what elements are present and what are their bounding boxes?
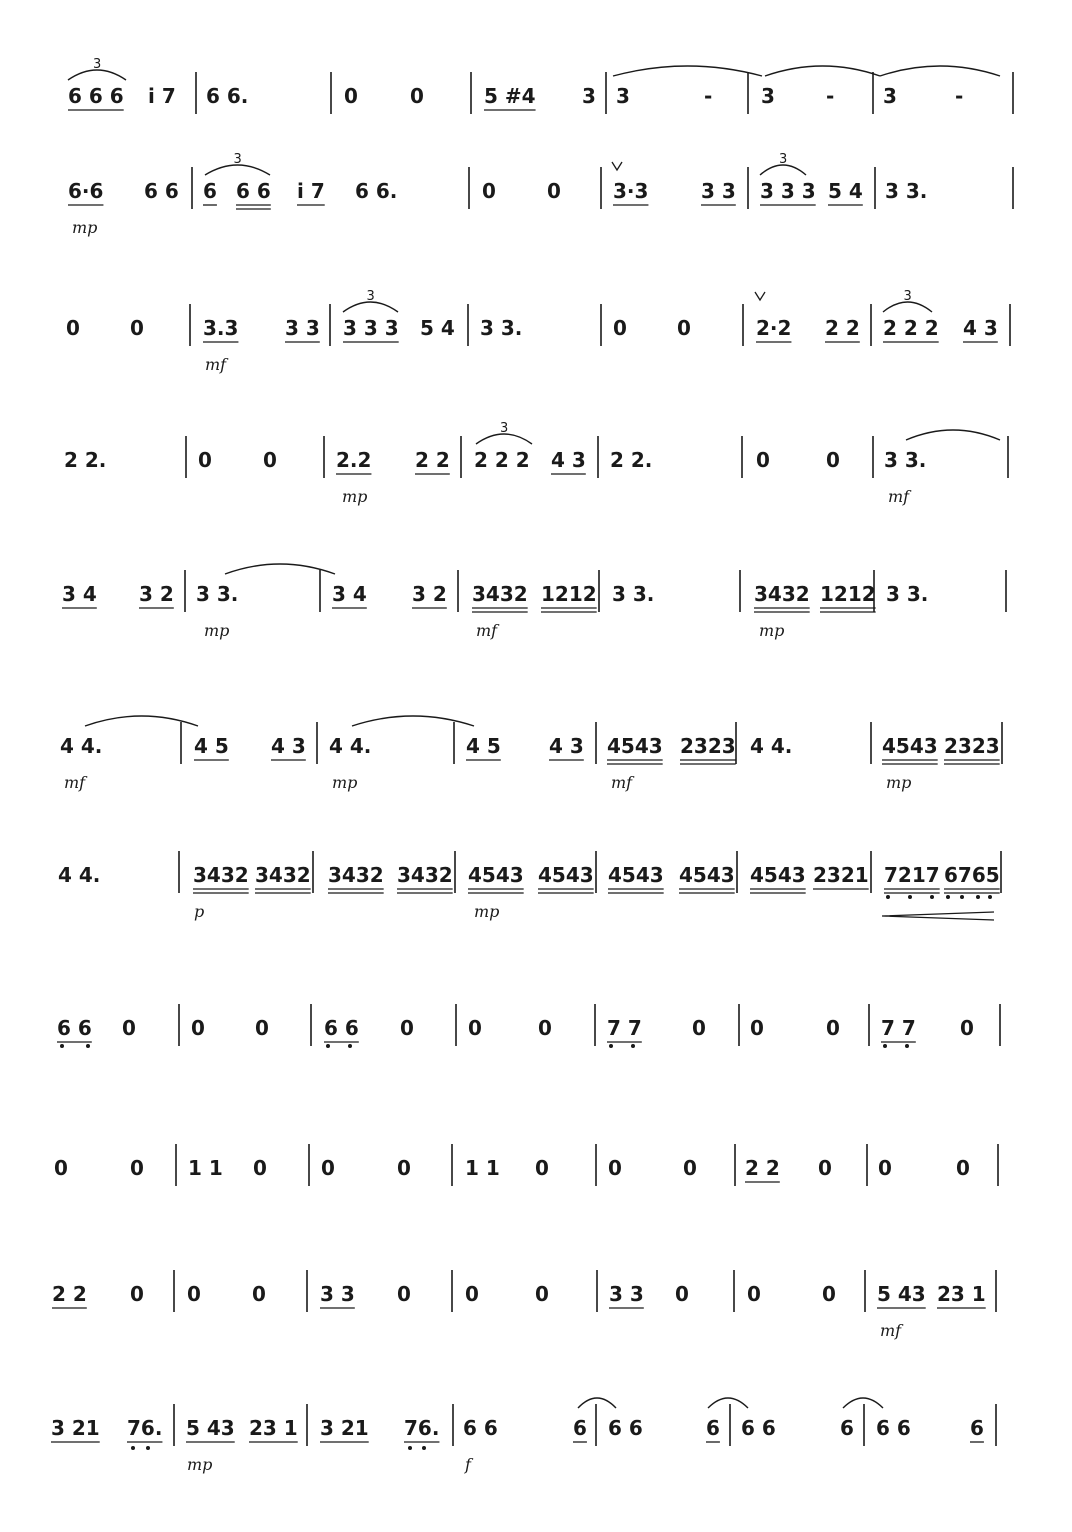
note-group: 3 3. xyxy=(196,582,239,606)
octave-dot xyxy=(408,1446,412,1450)
tie-slur xyxy=(880,66,1000,76)
octave-dot xyxy=(348,1044,352,1048)
note-group: 3 3 xyxy=(609,1282,644,1306)
dynamic-mark: f xyxy=(465,1455,471,1474)
score-row xyxy=(68,57,1013,114)
dynamic-mark: mf xyxy=(205,355,227,374)
note-group: 7217 xyxy=(884,863,940,887)
note-group: 2 2 2 xyxy=(883,316,939,340)
note-group: 0 xyxy=(122,1016,136,1040)
note-group: 4 5 xyxy=(466,734,501,758)
note-group: 3432 xyxy=(328,863,384,887)
note-group: 4543 xyxy=(468,863,524,887)
tie-slur xyxy=(225,564,335,574)
note-group: 1 1 xyxy=(188,1156,223,1180)
note-group: 0 xyxy=(263,448,277,472)
note-group: 0 xyxy=(54,1156,68,1180)
note-group: 6 6 xyxy=(608,1416,643,1440)
note-group: 0 xyxy=(826,448,840,472)
note-group: 5 4 xyxy=(420,316,455,340)
note-group: 4 3 xyxy=(549,734,584,758)
note-group: 2 2 2 xyxy=(474,448,530,472)
score-row xyxy=(62,564,1006,640)
dynamic-mark: mf xyxy=(888,487,910,506)
tie-slur xyxy=(352,716,474,726)
note-group: 0 xyxy=(410,84,424,108)
breath-mark xyxy=(612,162,622,170)
note-group: 0 xyxy=(608,1156,622,1180)
note-group: 6 6 xyxy=(57,1016,92,1040)
note-group: 4 4. xyxy=(58,863,101,887)
dynamic-mark: mp xyxy=(886,773,912,792)
note-group: 3 3. xyxy=(480,316,523,340)
note-group: 0 xyxy=(822,1282,836,1306)
note-group: - xyxy=(826,84,835,108)
note-group: 3.3 xyxy=(203,316,239,340)
note-group: 6 xyxy=(706,1416,720,1440)
dynamic-mark: mp xyxy=(759,621,785,640)
note-group: 0 xyxy=(66,316,80,340)
note-group: 0 xyxy=(675,1282,689,1306)
note-group: 3 4 xyxy=(332,582,367,606)
note-group: 1212 xyxy=(541,582,597,606)
note-group: 6 xyxy=(573,1416,587,1440)
dynamic-mark: mf xyxy=(880,1321,902,1340)
note-group: 6 6 xyxy=(463,1416,498,1440)
tie-slur xyxy=(765,66,880,76)
note-group: 0 xyxy=(818,1156,832,1180)
note-group: 0 xyxy=(613,316,627,340)
note-group: 4 3 xyxy=(551,448,586,472)
note-group: 6 6 xyxy=(741,1416,776,1440)
dynamic-mark: mp xyxy=(187,1455,213,1474)
note-group: 6·6 xyxy=(68,179,104,203)
note-group: 0 xyxy=(465,1282,479,1306)
note-group: 3 2 xyxy=(412,582,447,606)
note-group: 2 2 xyxy=(825,316,860,340)
score-row xyxy=(54,1144,998,1186)
octave-dot xyxy=(976,895,980,899)
note-group: 4543 xyxy=(750,863,806,887)
note-group: 3 3. xyxy=(612,582,655,606)
note-group: 6 6. xyxy=(355,179,398,203)
note-group: 3 3 xyxy=(701,179,736,203)
tie-slur xyxy=(578,1398,616,1408)
triplet-mark: 3 xyxy=(779,152,788,167)
score-row xyxy=(52,1270,996,1340)
octave-dot xyxy=(422,1446,426,1450)
note-group: 23 1 xyxy=(249,1416,298,1440)
note-group: 6 xyxy=(970,1416,984,1440)
note-group: 0 xyxy=(535,1156,549,1180)
note-group: 0 xyxy=(191,1016,205,1040)
note-group: 0 xyxy=(253,1156,267,1180)
note-group: 2 2. xyxy=(64,448,107,472)
note-group: 3 3 xyxy=(285,316,320,340)
dynamic-mark: mp xyxy=(72,218,98,237)
note-group: 2·2 xyxy=(756,316,792,340)
note-group: 0 xyxy=(677,316,691,340)
dynamic-mark: mp xyxy=(474,902,500,921)
note-group: - xyxy=(955,84,964,108)
octave-dot xyxy=(146,1446,150,1450)
note-group: 0 xyxy=(535,1282,549,1306)
note-group: 4 4. xyxy=(60,734,103,758)
note-group: 1212 xyxy=(820,582,876,606)
tie-slur xyxy=(843,1398,883,1408)
note-group: 7 7 xyxy=(881,1016,916,1040)
note-group: 0 xyxy=(400,1016,414,1040)
note-group: 0 xyxy=(198,448,212,472)
note-group: 3 3. xyxy=(886,582,929,606)
note-group: 0 xyxy=(482,179,496,203)
note-group: 2 2 xyxy=(415,448,450,472)
note-group: 3 3 3 xyxy=(760,179,816,203)
dynamic-mark: mf xyxy=(611,773,633,792)
note-group: 6765 xyxy=(944,863,1000,887)
note-group: 6 6 xyxy=(236,179,271,203)
note-group: 5 43 xyxy=(877,1282,926,1306)
triplet-mark: 3 xyxy=(500,421,509,436)
note-group: 3 21 xyxy=(320,1416,369,1440)
octave-dot xyxy=(886,895,890,899)
note-group: 6 6. xyxy=(206,84,249,108)
triplet-mark: 3 xyxy=(903,289,912,304)
note-group: 0 xyxy=(130,316,144,340)
dynamic-mark: p xyxy=(194,902,205,921)
note-group: 4543 xyxy=(607,734,663,758)
note-group: 6 6 xyxy=(876,1416,911,1440)
note-group: 3·3 xyxy=(613,179,649,203)
octave-dot xyxy=(883,1044,887,1048)
note-group: 3 21 xyxy=(51,1416,100,1440)
note-group: 3 4 xyxy=(62,582,97,606)
note-group: 3432 xyxy=(472,582,528,606)
note-group: 0 xyxy=(255,1016,269,1040)
note-group: 6 xyxy=(840,1416,854,1440)
note-group: 3 3 3 xyxy=(343,316,399,340)
note-group: 0 xyxy=(397,1282,411,1306)
note-group: 3 xyxy=(582,84,596,108)
note-group: 4 3 xyxy=(963,316,998,340)
note-group: 3432 xyxy=(754,582,810,606)
note-group: 2 2. xyxy=(610,448,653,472)
note-group: 4543 xyxy=(538,863,594,887)
octave-dot xyxy=(326,1044,330,1048)
note-group: 0 xyxy=(747,1282,761,1306)
note-group: 6 6 6 xyxy=(68,84,124,108)
breath-mark xyxy=(755,292,765,300)
note-group: 4 3 xyxy=(271,734,306,758)
note-group: 6 xyxy=(203,179,217,203)
triplet-mark: 3 xyxy=(93,57,102,72)
note-group: 5 4 xyxy=(828,179,863,203)
note-group: 7 7 xyxy=(607,1016,642,1040)
triplet-mark: 3 xyxy=(233,152,242,167)
note-group: 2323 xyxy=(680,734,736,758)
note-group: 3 xyxy=(761,84,775,108)
score-row xyxy=(51,1398,996,1474)
note-group: 0 xyxy=(956,1156,970,1180)
note-group: 3 3. xyxy=(884,448,927,472)
dynamic-mark: mf xyxy=(476,621,498,640)
note-group: 23 1 xyxy=(937,1282,986,1306)
note-group: 3 3 xyxy=(320,1282,355,1306)
note-group: 0 xyxy=(878,1156,892,1180)
note-group: 0 xyxy=(960,1016,974,1040)
dynamic-mark: mp xyxy=(204,621,230,640)
note-group: 3432 xyxy=(193,863,249,887)
note-group: 0 xyxy=(344,84,358,108)
note-group: 1 1 xyxy=(465,1156,500,1180)
octave-dot xyxy=(86,1044,90,1048)
octave-dot xyxy=(960,895,964,899)
note-group: 2 2 xyxy=(745,1156,780,1180)
note-group: 76. xyxy=(404,1416,440,1440)
tie-slur xyxy=(613,66,762,76)
note-group: 3 3. xyxy=(885,179,928,203)
note-group: 3432 xyxy=(255,863,311,887)
note-group: 0 xyxy=(547,179,561,203)
note-group: 0 xyxy=(397,1156,411,1180)
dynamic-mark: mp xyxy=(342,487,368,506)
note-group: 0 xyxy=(187,1282,201,1306)
note-group: 0 xyxy=(538,1016,552,1040)
note-group: i 7 xyxy=(297,179,325,203)
note-group: 4 5 xyxy=(194,734,229,758)
octave-dot xyxy=(631,1044,635,1048)
note-group: 0 xyxy=(756,448,770,472)
note-group: 0 xyxy=(692,1016,706,1040)
note-group: 76. xyxy=(127,1416,163,1440)
note-group: 5 43 xyxy=(186,1416,235,1440)
note-group: 4543 xyxy=(882,734,938,758)
note-group: 6 6 xyxy=(324,1016,359,1040)
octave-dot xyxy=(60,1044,64,1048)
note-group: 2323 xyxy=(944,734,1000,758)
note-group: 0 xyxy=(252,1282,266,1306)
note-group: 0 xyxy=(130,1156,144,1180)
note-group: 0 xyxy=(750,1016,764,1040)
note-group: i 7 xyxy=(148,84,176,108)
note-group: 6 6 xyxy=(144,179,179,203)
octave-dot xyxy=(905,1044,909,1048)
note-group: 3 2 xyxy=(139,582,174,606)
triplet-mark: 3 xyxy=(366,289,375,304)
hairpin-mark xyxy=(882,912,994,920)
note-group: 0 xyxy=(683,1156,697,1180)
note-group: 4 4. xyxy=(329,734,372,758)
dynamic-mark: mp xyxy=(332,773,358,792)
note-group: 2.2 xyxy=(336,448,372,472)
note-group: 4543 xyxy=(679,863,735,887)
score-row xyxy=(58,851,1001,921)
note-group: 2 2 xyxy=(52,1282,87,1306)
octave-dot xyxy=(946,895,950,899)
octave-dot xyxy=(988,895,992,899)
note-group: 3432 xyxy=(397,863,453,887)
octave-dot xyxy=(609,1044,613,1048)
note-group: 0 xyxy=(468,1016,482,1040)
note-group: 0 xyxy=(826,1016,840,1040)
note-group: 0 xyxy=(130,1282,144,1306)
dynamic-mark: mf xyxy=(64,773,86,792)
note-group: 3 xyxy=(616,84,630,108)
note-group: 3 xyxy=(883,84,897,108)
tie-slur xyxy=(906,430,1000,440)
note-group: - xyxy=(704,84,713,108)
score-row xyxy=(57,1004,1000,1046)
score-row xyxy=(64,421,1008,506)
note-group: 0 xyxy=(321,1156,335,1180)
tie-slur xyxy=(708,1398,748,1408)
octave-dot xyxy=(908,895,912,899)
note-group: 2321 xyxy=(813,863,869,887)
score-row xyxy=(68,152,1013,237)
octave-dot xyxy=(131,1446,135,1450)
score-row xyxy=(66,289,1010,374)
note-group: 4543 xyxy=(608,863,664,887)
score-row xyxy=(60,716,1002,792)
note-group: 4 4. xyxy=(750,734,793,758)
octave-dot xyxy=(930,895,934,899)
note-group: 5 #4 xyxy=(484,84,536,108)
